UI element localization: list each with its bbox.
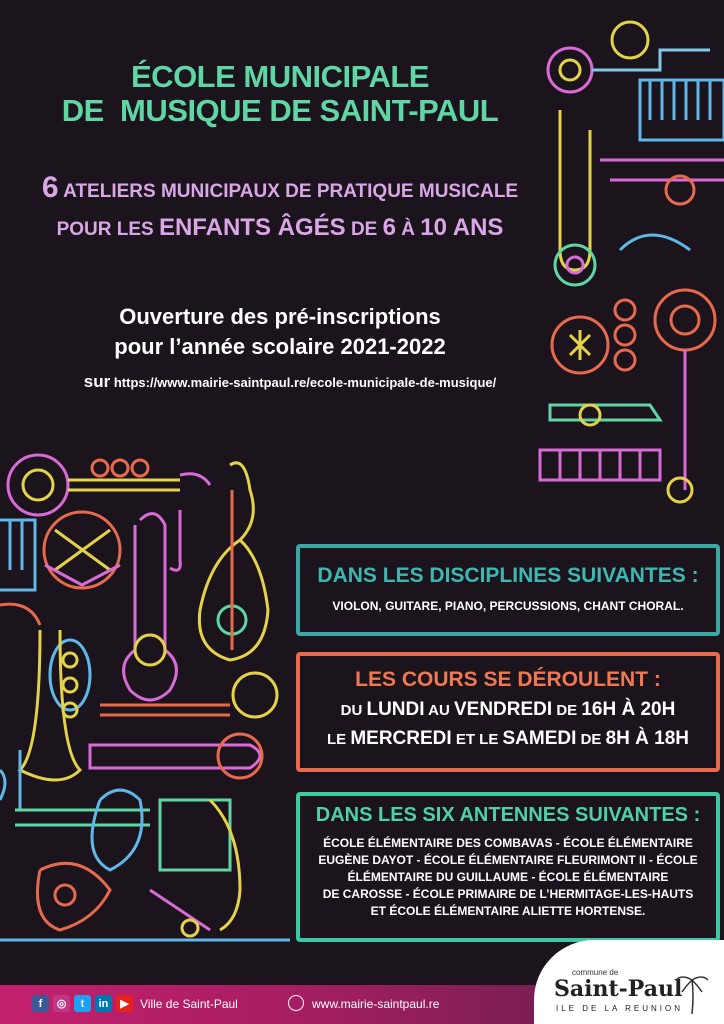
- subtitle-text-2c: DE: [345, 219, 383, 240]
- youtube-icon[interactable]: ▶: [116, 995, 133, 1012]
- subtitle-text-2f: 10 ANS: [420, 214, 504, 241]
- page-title: [40, 60, 520, 128]
- registration-url: [40, 372, 540, 392]
- schedule-line-1: [300, 696, 716, 725]
- globe-icon: [288, 995, 304, 1011]
- logo-bottom-text: ILE DE LA REUNION: [556, 1004, 684, 1013]
- social-icons: [32, 995, 133, 1012]
- antennas-list: [300, 835, 716, 920]
- schedule-l2f: 8H À 18H: [605, 728, 690, 749]
- schedule-heading: LES COURS SE DÉROULENT :: [355, 668, 661, 691]
- schedule-l2d: SAMEDI: [502, 728, 577, 749]
- antenna-line: ET ÉCOLE ÉLÉMENTAIRE ALIETTE HORTENSE.: [370, 904, 646, 918]
- antenna-line: DE CAROSSE - ÉCOLE PRIMAIRE DE L’HERMITAGE-LES-HAUTS: [322, 887, 694, 901]
- disciplines-text: VIOLON, GUITARE, PIANO, PERCUSSIONS, CHANT CHORAL.: [332, 599, 684, 613]
- opening-announcement: [40, 302, 520, 362]
- linkedin-icon[interactable]: in: [95, 995, 112, 1012]
- schedule-l2a: LE: [326, 731, 351, 748]
- antenna-line: ÉLÉMENTAIRE DU GUILLAUME - ÉCOLE ÉLÉMENTAIRE: [347, 870, 669, 884]
- facebook-icon[interactable]: f: [32, 995, 49, 1012]
- schedule-l1a: DU: [340, 702, 367, 719]
- subtitle-text-2e: À: [395, 219, 421, 240]
- opening-line-1: Ouverture des pré-inscriptions: [119, 304, 441, 329]
- schedule-l1b: LUNDI: [366, 699, 425, 720]
- antennas-box: [296, 792, 720, 942]
- instruments-art-bottom-left: [0, 450, 290, 980]
- antennas-heading: DANS LES SIX ANTENNES SUIVANTES :: [315, 804, 701, 826]
- subtitle-text-1: ATELIERS MUNICIPAUX DE PRATIQUE MUSICALE: [58, 181, 519, 202]
- subtitle-text-2a: POUR LES: [56, 219, 159, 240]
- logo-name: Saint-Paul: [554, 976, 683, 1002]
- title-line-2: DE MUSIQUE DE SAINT-PAUL: [61, 93, 499, 128]
- palm-tree-icon: [674, 970, 710, 1016]
- schedule-l2c: ET LE: [451, 731, 503, 748]
- subtitle-text-2b: ENFANTS ÂGÉS: [158, 214, 346, 241]
- disciplines-heading: DANS LES DISCIPLINES SUIVANTES :: [317, 564, 699, 587]
- antenna-line: EUGÈNE DAYOT - ÉCOLE ÉLÉMENTAIRE FLEURIMONT II - ÉCOLE: [318, 853, 698, 867]
- disciplines-box: [296, 544, 720, 636]
- schedule-l2e: DE: [576, 731, 606, 748]
- schedule-line-2: [300, 725, 716, 754]
- saint-paul-logo: [534, 940, 724, 1024]
- website-link[interactable]: www.mairie-saintpaul.re: [312, 997, 440, 1011]
- instruments-art-top-right: [530, 10, 724, 510]
- antenna-line: ÉCOLE ÉLÉMENTAIRE DES COMBAVAS - ÉCOLE ÉLÉMENTAIRE: [323, 836, 693, 850]
- title-line-1: ÉCOLE MUNICIPALE: [131, 59, 429, 94]
- instagram-icon[interactable]: ◎: [53, 995, 70, 1012]
- schedule-l1d: VENDREDI: [453, 699, 553, 720]
- url-prefix: sur: [83, 372, 111, 391]
- logo-top-text: commune de: [572, 968, 619, 977]
- schedule-l2b: MERCREDI: [350, 728, 452, 749]
- subtitle-text-2d: 6: [382, 214, 396, 241]
- subtitle: [40, 170, 520, 248]
- schedule-l1e: DE: [552, 702, 582, 719]
- url-link[interactable]: https://www.mairie-saintpaul.re/ecole-municipale-de-musique/: [113, 375, 497, 390]
- opening-line-2: pour l’année scolaire 2021-2022: [114, 334, 446, 359]
- schedule-box: [296, 652, 720, 772]
- schedule-l1c: AU: [424, 702, 454, 719]
- schedule-l1f: 16H À 20H: [581, 699, 676, 720]
- twitter-icon[interactable]: t: [74, 995, 91, 1012]
- subtitle-number: 6: [41, 171, 59, 204]
- social-label[interactable]: Ville de Saint-Paul: [140, 997, 238, 1011]
